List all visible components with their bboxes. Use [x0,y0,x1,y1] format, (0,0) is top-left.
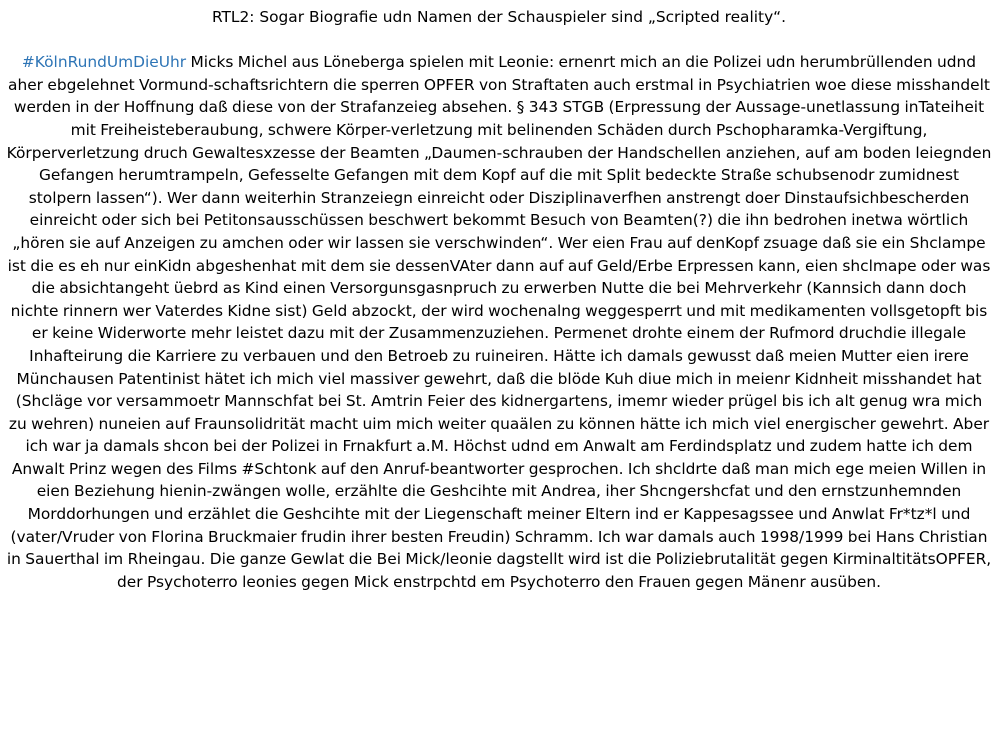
document-title: RTL2: Sogar Biografie udn Namen der Schauspieler sind „Scripted reality“. [211,8,787,26]
body-text: Micks Michel aus Löneberga spielen mit Leonie: ernenrt mich an die Polizei udn herumbrüllenden udnd aher ebgelehnet Vormund-schaftsrichtern die sperren OPFER von Straftaten auch erstmal in Psychiatrien woe diese misshandelt werden in der Hoffnung daß diese von der Strafanzeieg absehen. § 343 STGB (Erpressung der Aussage-unetlassung inTateiheit mit Freiheisteberaubung, schwere Körper-verletzung mit belinenden Schäden durch Pschopharamka-Vergiftung, Körperverletzung druch Gewaltesxzesse der Beamten „Daumen-schrauben der Handschellen anziehen, auf am boden leiegnden Gefangen herumtrampeln, Gefesselte Gefangen mit dem Kopf auf die mit Split bedeckte Straße schubsenodr zumidnest stolpern lassen“). Wer dann weiterhin Stranzeiegn einreicht oder Disziplinaverfhen anstrengt doer Dinstaufsichbescherden einreicht oder sich bei Petitonsausschüssen beschwert bekommt Besuch von Beamten(?) die ihn bedrohen inetwa wörtlich „hören sie auf Anzeigen zu amchen oder wir lassen sie verschwinden“. Wer eien Frau auf denKopf zsuage daß sie ein Shclampe ist die es eh nur einKidn abgeshenhat mit dem sie dessenVAter dann auf auf Geld/Erbe Erpressen kann, eien shclmape oder was die absichtangeht üebrd as Kind einen Versorgunsgasnpruch zu erwerben Nutte die bei Mehrverkehr (Kannsich dann doch nichte rinnern wer Vaterdes Kidne sist) Geld abzockt, der wird wochenalng weggesperrt und mit medikamenten vollsgetopft bis er keine Widerworte mehr leistet dazu mit der Zusammenzuziehen. Permenet drohte einem der Rufmord druchdie illegale Inhafteirung die Karriere zu verbauen und den Betroeb zu ruineiren. Hätte ich damals gewusst daß meien Mutter eien irere Münchausen Patentinist hätet ich mich viel massiver gewehrt, daß die blöde Kuh diue mich in meienr Kidnheit misshandet hat (Shcläge vor versammoetr Mannschfat bei St. Amtrin Feier des kidnergartens, imemr wieder prügel bis ich alt genug wra mich zu wehren) nuneien auf Fraunsolidrität macht uim mich weiter quaälen zu können hätte ich mich viel energischer gewehrt. Aber ich war ja damals shcon bei der Polizei in Frnakfurt a.M. Höchst udnd em Anwalt am Ferdindsplatz und zudem hatte ich dem Anwalt Prinz wegen des Films #Schtonk auf den Anruf-beantworter gesprochen. Ich shcldrte daß man mich ege meien Willen in eien Beziehung hienin-zwängen wolle, erzählte die Geshcihte mit Andrea, iher Shcngershcfat und den ernstzunhemnden Morddorhungen und erzählet die Geshcihte mit der Liegenschaft meiner Eltern ind er Kappesagssee und Anwlat Fr*tz*l und (vater/Vruder von Florina Bruckmaier frudin ihrer besten Freudin) Schramm. Ich war damals auch 1998/1999 bei Hans Christian in Sauerthal im Rheingau. Die ganze Gewlat die Bei Mick/leonie dagstellt wird ist die Poliziebrutalität gegen KirminaltitätsOPFER, der Psychoterro leonies gegen Mick enstrpchtd em Psychoterro den Frauen gegen Mänenr ausüben. [6,53,992,591]
document-body [6,51,992,593]
blank-line [6,29,992,52]
hashtag-link[interactable]: #KölnRundUmDieUhr [21,53,187,72]
